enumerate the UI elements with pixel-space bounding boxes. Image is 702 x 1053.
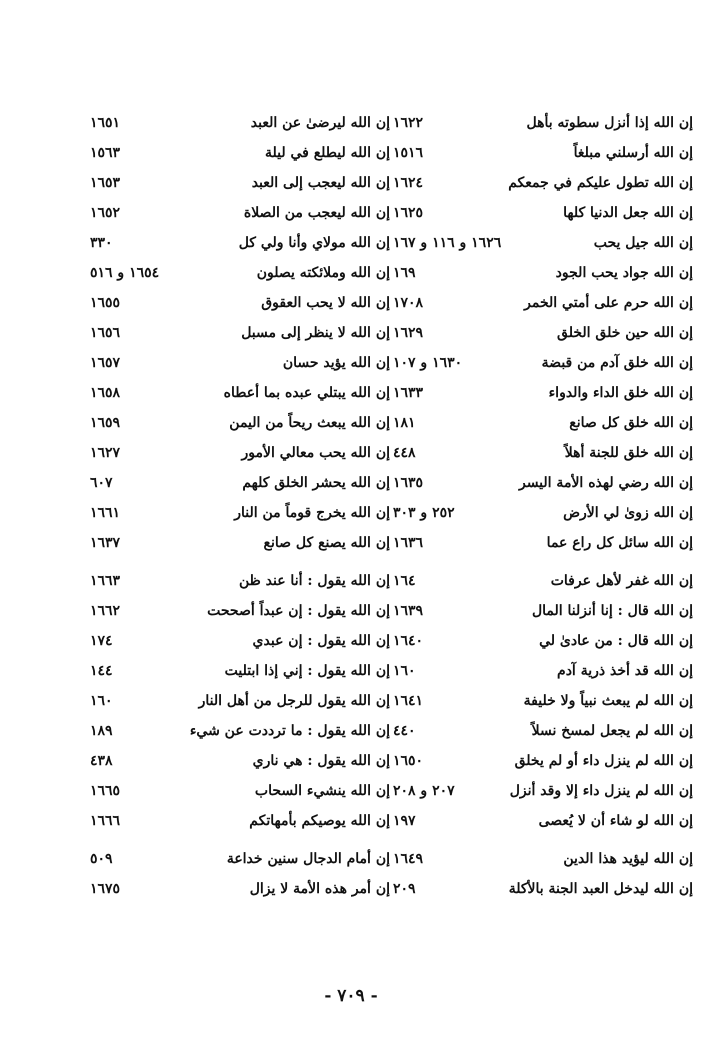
entry-ref: ١٥١٦ <box>393 145 424 161</box>
entry-text: إن الله ليؤيد هذا الدين <box>563 851 693 867</box>
entry-text: إن الله خلق للجنة أهلاً <box>564 445 693 461</box>
entry-text: إن الله خلق كل صانع <box>569 415 693 431</box>
index-entry <box>90 258 390 288</box>
index-entry <box>90 408 390 438</box>
entry-ref: ١٩٧ <box>393 813 416 829</box>
entry-ref: ١٦٣٩ <box>393 603 424 619</box>
index-entry <box>393 228 693 258</box>
index-entry <box>90 198 390 228</box>
index-entry <box>393 198 693 228</box>
entry-ref: ١٦٤٠ <box>393 633 424 649</box>
index-entry <box>393 138 693 168</box>
index-entry <box>90 318 390 348</box>
entry-ref: ٤٤٠ <box>393 723 416 739</box>
entry-text: إن الله يقول للرجل من أهل النار <box>198 693 390 709</box>
entry-ref: ١٦٦١ <box>90 505 121 521</box>
entry-text: إن الله يبتلي عبده بما أعطاه <box>223 385 390 401</box>
index-entry <box>393 408 693 438</box>
entry-ref: ١٧٤ <box>90 633 113 649</box>
index-entry <box>90 168 390 198</box>
entry-ref: ١٦٥٢ <box>90 205 121 221</box>
entry-ref: ١٦٥٨ <box>90 385 121 401</box>
entry-text: إن الله حرم على أمتي الخمر <box>524 295 693 311</box>
entry-text: إن الله يحب معالي الأمور <box>241 445 390 461</box>
entry-ref: ١٦٢٧ <box>90 445 121 461</box>
index-entry <box>90 498 390 528</box>
index-entry <box>90 348 390 378</box>
index-entry <box>90 686 390 716</box>
entry-text: إن الله لا يحب العقوق <box>261 295 390 311</box>
entry-text: إن الله لم ينزل داء إلا وقد أنزل <box>509 783 693 799</box>
index-entry <box>90 566 390 596</box>
entry-text: إن الله يخرج قوماً من النار <box>234 505 390 521</box>
index-entry <box>90 108 390 138</box>
index-entry <box>90 378 390 408</box>
entry-text: إن الله ليعجب من الصلاة <box>243 205 390 221</box>
entry-text: إن الله يصنع كل صانع <box>263 535 390 551</box>
index-entry <box>90 844 390 874</box>
index-entry <box>393 746 693 776</box>
index-entry <box>393 348 693 378</box>
entry-ref: ١٦٢٦ و ١١٦ و ١٦٧ <box>393 235 502 251</box>
entry-ref: ١٤٤ <box>90 663 113 679</box>
entry-ref: ٤٤٨ <box>393 445 416 461</box>
entry-ref: ١٦٦٣ <box>90 573 121 589</box>
index-entry <box>393 168 693 198</box>
index-entry <box>90 656 390 686</box>
entry-ref: ١٦٠ <box>393 663 416 679</box>
entry-text: إن الله قد أخذ ذرية آدم <box>557 663 693 679</box>
index-entry <box>393 686 693 716</box>
entry-ref: ١٦٢٤ <box>393 175 424 191</box>
entry-text: إن أمام الدجال سنين خداعة <box>226 851 390 867</box>
index-entry <box>393 844 693 874</box>
entry-text: إن الله يقول : ما ترددت عن شيء <box>189 723 390 739</box>
entry-ref: ١٦٤ <box>393 573 416 589</box>
entry-ref: ١٦٩ <box>393 265 416 281</box>
entry-text: إن الله لو شاء أن لا يُعصى <box>538 813 693 829</box>
entry-ref: ١٦٣٠ و ١٠٧ <box>393 355 463 371</box>
entry-text: إن الله يقول : إني إذا ابتليت <box>224 663 390 679</box>
index-entry <box>393 528 693 558</box>
index-entry <box>90 438 390 468</box>
entry-ref: ١٨١ <box>393 415 416 431</box>
entry-ref: ١٨٩ <box>90 723 113 739</box>
index-entry <box>90 138 390 168</box>
entry-text: إن الله تطول عليكم في جمعكم <box>508 175 693 191</box>
index-entry <box>393 378 693 408</box>
index-entry <box>393 468 693 498</box>
entry-ref: ١٦٢٥ <box>393 205 424 221</box>
entry-text: إن الله ينشيء السحاب <box>254 783 390 799</box>
entry-text: إن الله لم يبعث نبياً ولا خليفة <box>523 693 693 709</box>
entry-ref: ١٦٤٩ <box>393 851 424 867</box>
entry-ref: ١٧٠٨ <box>393 295 424 311</box>
entry-ref: ٢٠٩ <box>393 881 416 897</box>
index-entry <box>90 596 390 626</box>
index-entry <box>393 438 693 468</box>
entry-text: إن الله ليعجب إلى العبد <box>251 175 390 191</box>
entry-text: إن الله يحشر الخلق كلهم <box>242 475 390 491</box>
entry-ref: ١٦٥٤ و ٥١٦ <box>90 265 160 281</box>
entry-text: إن الله إذا أنزل سطوته بأهل <box>526 115 693 131</box>
entry-ref: ١٦٥٠ <box>393 753 424 769</box>
entry-text: إن الله خلق الداء والدواء <box>548 385 693 401</box>
entry-text: إن الله خلق آدم من قبضة <box>541 355 693 371</box>
entry-text: إن الله جواد يحب الجود <box>555 265 693 281</box>
entry-text: إن الله غفر لأهل عرفات <box>550 573 693 589</box>
index-entry <box>393 318 693 348</box>
entry-text: إن الله يبعث ريحاً من اليمن <box>229 415 390 431</box>
entry-ref: ١٦٦٢ <box>90 603 121 619</box>
entry-text: إن الله يقول : إن عبداً أصححت <box>207 603 390 619</box>
index-entry <box>90 528 390 558</box>
entry-text: إن أمر هذه الأمة لا يزال <box>249 881 390 897</box>
entry-text: إن الله أرسلني مبلغاً <box>573 145 693 161</box>
entry-ref: ١٦٣٣ <box>393 385 424 401</box>
entry-ref: ١٦٣٥ <box>393 475 424 491</box>
entry-text: إن الله قال : من عادىٰ لي <box>539 633 693 649</box>
entry-text: إن الله يؤيد حسان <box>282 355 390 371</box>
entry-text: إن الله ليطلع في ليلة <box>264 145 390 161</box>
entry-text: إن الله يقول : إن عبدي <box>252 633 390 649</box>
entry-ref: ١٦٥٣ <box>90 175 121 191</box>
index-entry <box>393 566 693 596</box>
entry-ref: ٤٣٨ <box>90 753 113 769</box>
entry-ref: ١٦٥٥ <box>90 295 121 311</box>
entry-text: إن الله ليرضىٰ عن العبد <box>250 115 390 131</box>
entry-ref: ١٦٥١ <box>90 115 121 131</box>
entry-text: إن الله ليدخل العبد الجنة بالأكلة <box>508 881 693 897</box>
entry-text: إن الله قال : إنا أنزلنا المال <box>531 603 693 619</box>
index-entry <box>90 228 390 258</box>
entry-text: إن الله حين خلق الخلق <box>557 325 693 341</box>
entry-text: إن الله جعل الدنيا كلها <box>563 205 693 221</box>
entry-text: إن الله وملائكته يصلون <box>256 265 390 281</box>
entry-ref: ٢٠٧ و ٢٠٨ <box>393 783 455 799</box>
entry-text: إن الله يقول : هي ناري <box>252 753 390 769</box>
index-entry <box>393 108 693 138</box>
index-entry <box>393 656 693 686</box>
entry-ref: ١٥٦٣ <box>90 145 121 161</box>
entry-ref: ١٦٠ <box>90 693 113 709</box>
entry-text: إن الله لا ينظر إلى مسبل <box>241 325 390 341</box>
entry-ref: ١٦٤١ <box>393 693 424 709</box>
entry-ref: ١٦٥٩ <box>90 415 121 431</box>
entry-text: إن الله يقول : أنا عند ظن <box>238 573 390 589</box>
entry-ref: ١٦٧٥ <box>90 881 121 897</box>
entry-ref: ١٦٥٧ <box>90 355 121 371</box>
index-entry <box>393 498 693 528</box>
entry-text: إن الله رضي لهذه الأمة اليسر <box>518 475 693 491</box>
entry-text: إن الله سائل كل راع عما <box>546 535 693 551</box>
index-entry <box>90 716 390 746</box>
index-entry <box>393 288 693 318</box>
index-entry <box>393 596 693 626</box>
page-number: - ٧٠٩ - <box>324 986 378 1006</box>
entry-ref: ١٦٦٦ <box>90 813 121 829</box>
index-entry <box>90 626 390 656</box>
entry-ref: ٣٣٠ <box>90 235 113 251</box>
index-entry <box>393 776 693 806</box>
entry-ref: ١٦٦٥ <box>90 783 121 799</box>
index-entry <box>393 626 693 656</box>
entry-text: إن الله جيل يحب <box>593 235 693 251</box>
entry-ref: ١٦٥٦ <box>90 325 121 341</box>
entry-ref: ٥٠٩ <box>90 851 113 867</box>
index-entry <box>90 874 390 904</box>
entry-text: إن الله مولاي وأنا ولي كل <box>238 235 390 251</box>
index-entry <box>393 716 693 746</box>
index-entry <box>393 806 693 836</box>
entry-ref: ١٦٣٦ <box>393 535 424 551</box>
entry-text: إن الله زوىٰ لي الأرض <box>563 505 693 521</box>
entry-ref: ٢٥٢ و ٣٠٣ <box>393 505 455 521</box>
index-entry <box>90 746 390 776</box>
index-entry <box>393 258 693 288</box>
entry-ref: ١٦٢٢ <box>393 115 424 131</box>
index-entry <box>393 874 693 904</box>
index-entry <box>90 468 390 498</box>
entry-ref: ١٦٢٩ <box>393 325 424 341</box>
entry-text: إن الله يوصيكم بأمهاتكم <box>249 813 390 829</box>
index-entry <box>90 806 390 836</box>
entry-ref: ١٦٣٧ <box>90 535 121 551</box>
index-entry <box>90 288 390 318</box>
entry-text: إن الله لم يجعل لمسخ نسلاً <box>531 723 693 739</box>
index-entry <box>90 776 390 806</box>
entry-text: إن الله لم ينزل داء أو لم يخلق <box>514 753 693 769</box>
entry-ref: ٦٠٧ <box>90 475 113 491</box>
